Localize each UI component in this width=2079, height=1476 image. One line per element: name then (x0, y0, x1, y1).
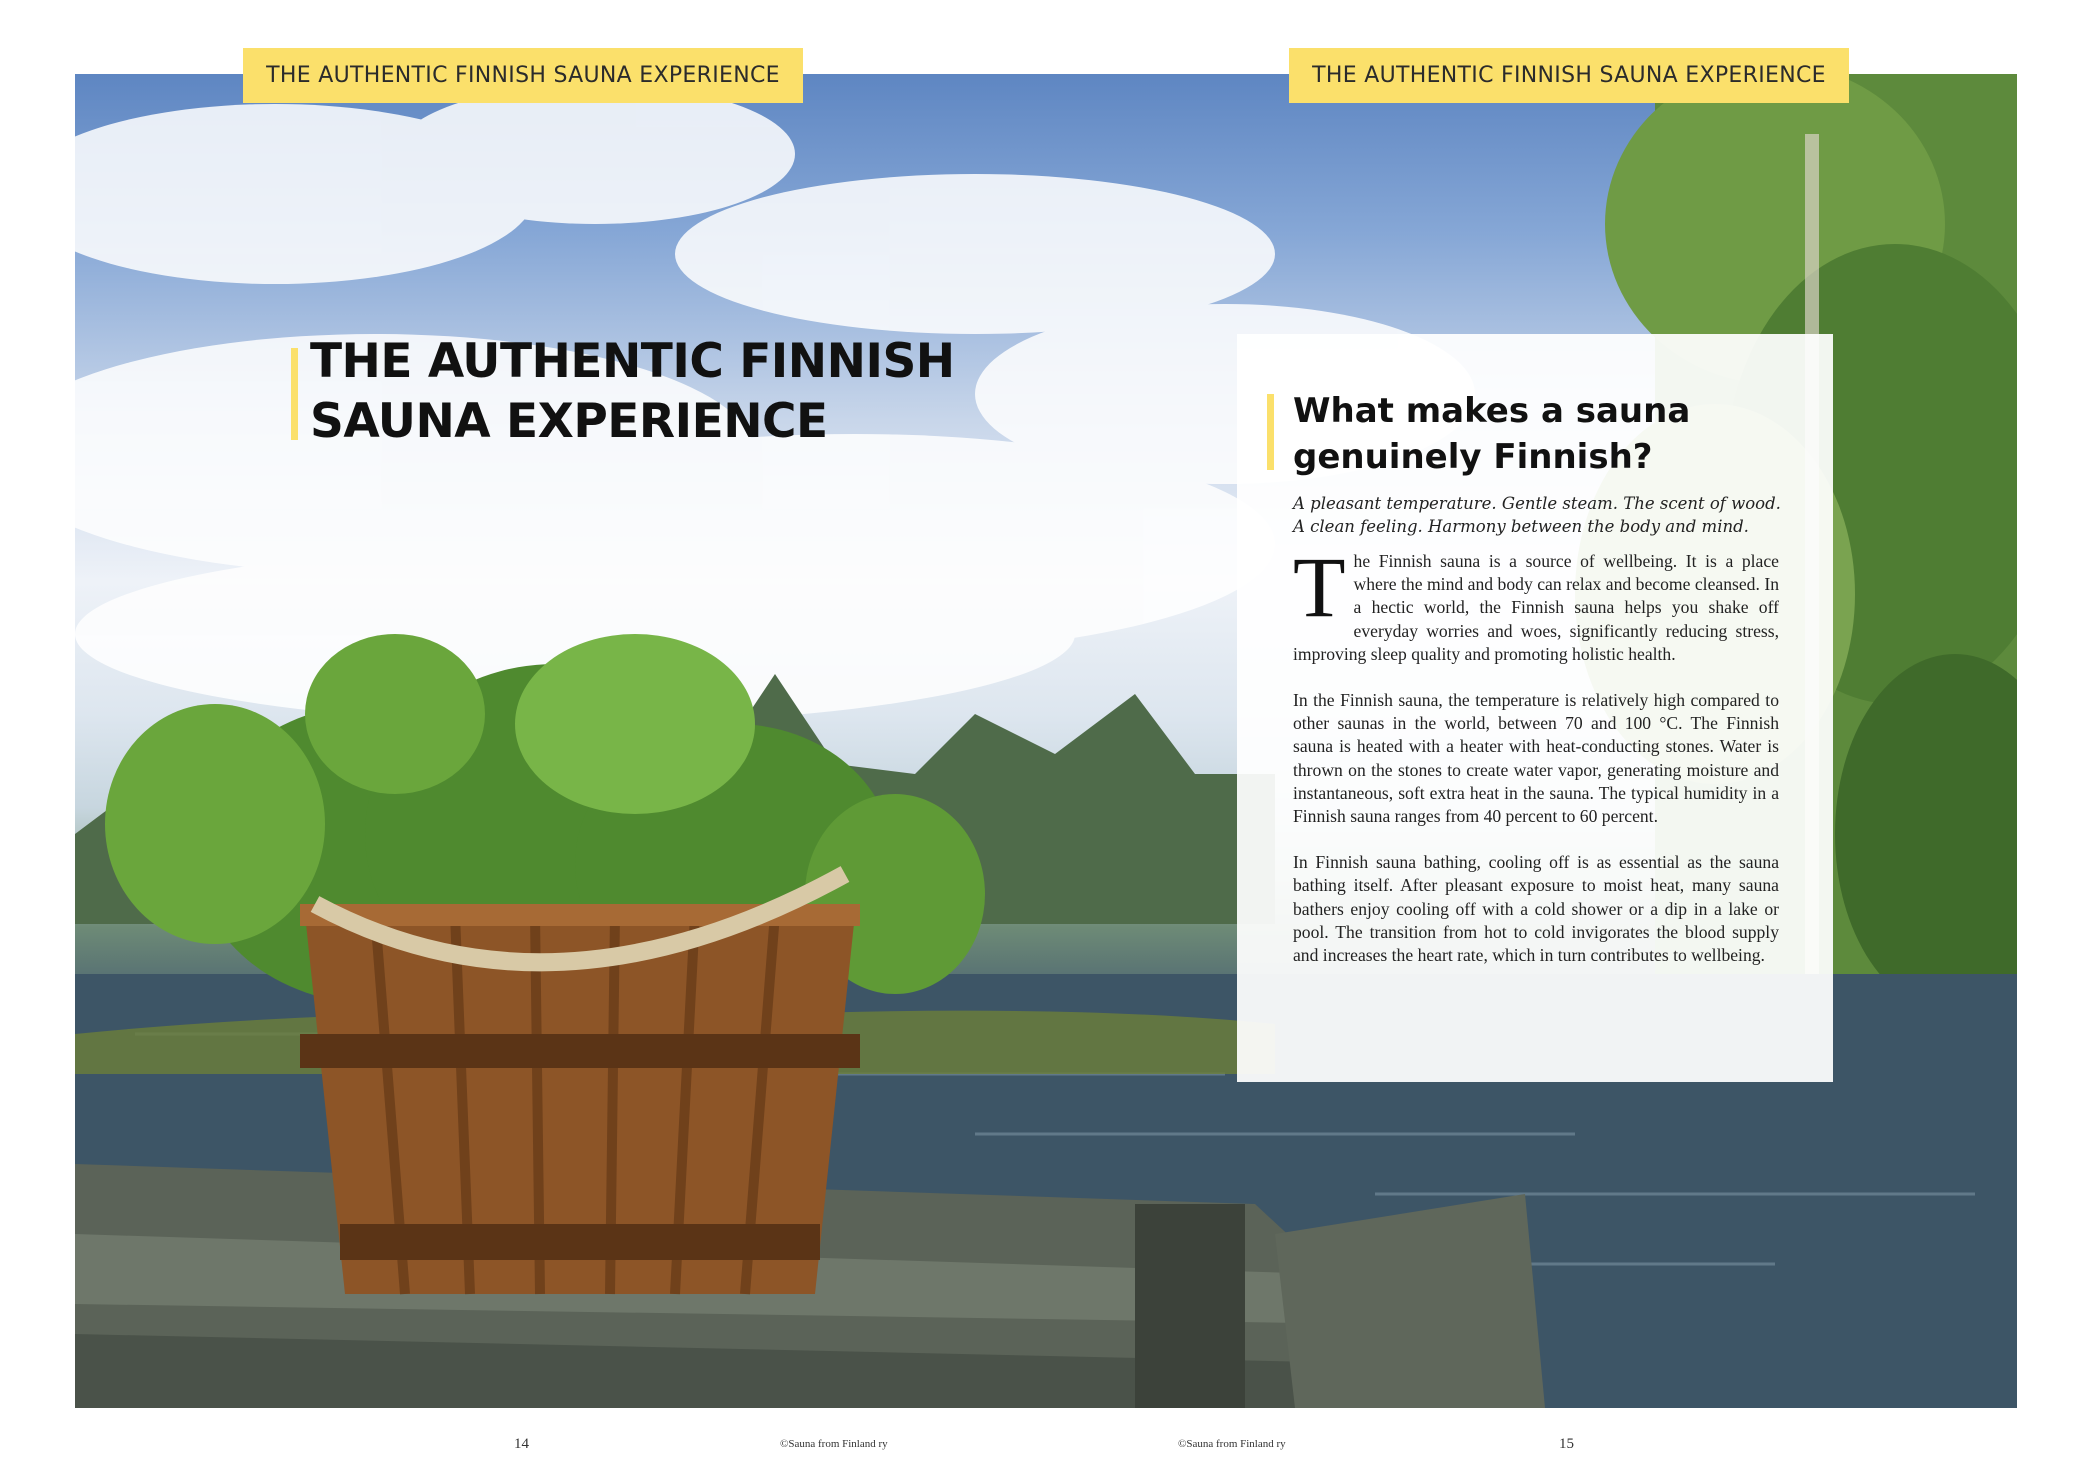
page-number-left: 14 (514, 1436, 529, 1452)
credit-left: ©Sauna from Finland ry (780, 1438, 888, 1450)
title-accent-bar (291, 348, 298, 440)
article-lede: A pleasant temperature. Gentle steam. The scent of wood. A clean feeling. Harmony between the body and mind. (1293, 494, 1781, 536)
article-paragraph-1-text: he Finnish sauna is a source of wellbeing. It is a place where the mind and body can relax and become cleansed. In a hectic world, the Finnish sauna helps you shake off everyday worries and woes, significantly reducing stress, improving sleep quality and promoting holistic health. (1293, 551, 1779, 664)
page-number-right: 15 (1559, 1436, 1574, 1452)
article-body (1293, 539, 1779, 990)
page-title (310, 332, 990, 452)
wooden-bucket (300, 874, 860, 1294)
page-title-line-2: SAUNA EXPERIENCE (310, 394, 828, 449)
article-paragraph-1 (1293, 539, 1779, 666)
header-tab-left: THE AUTHENTIC FINNISH SAUNA EXPERIENCE (243, 48, 803, 103)
page-title-line-1: THE AUTHENTIC FINNISH (310, 334, 955, 389)
article-paragraph-3: In Finnish sauna bathing, cooling off is as essential as the sauna bathing itself. After pleasant exposure to moist heat, many sauna bathers enjoy cooling off with a cold shower or a dip in a lake or pool. The transition from hot to cold invigorates the blood supply and increases the heart rate, which in turn contributes to wellbeing. (1293, 852, 1779, 966)
article-panel (1237, 334, 1833, 1082)
drop-cap: T (1293, 539, 1346, 635)
heading-accent-bar (1267, 394, 1274, 470)
article-heading-line-1: What makes a sauna (1293, 391, 1691, 431)
article-paragraph-2: In the Finnish sauna, the temperature is relatively high compared to other saunas in the world, between 70 and 100 °C. The Finnish sauna is heated with a heater with heat-conducting stones. Water is thrown on the stones to create water vapor, generating moisture and instantaneous, soft extra heat in the sauna. The typical humidity in a Finnish sauna ranges from 40 percent to 60 percent. (1293, 690, 1779, 827)
article-heading (1293, 388, 1793, 480)
article-heading-line-2: genuinely Finnish? (1293, 437, 1653, 477)
header-tab-right: THE AUTHENTIC FINNISH SAUNA EXPERIENCE (1289, 48, 1849, 103)
credit-right: ©Sauna from Finland ry (1178, 1438, 1286, 1450)
